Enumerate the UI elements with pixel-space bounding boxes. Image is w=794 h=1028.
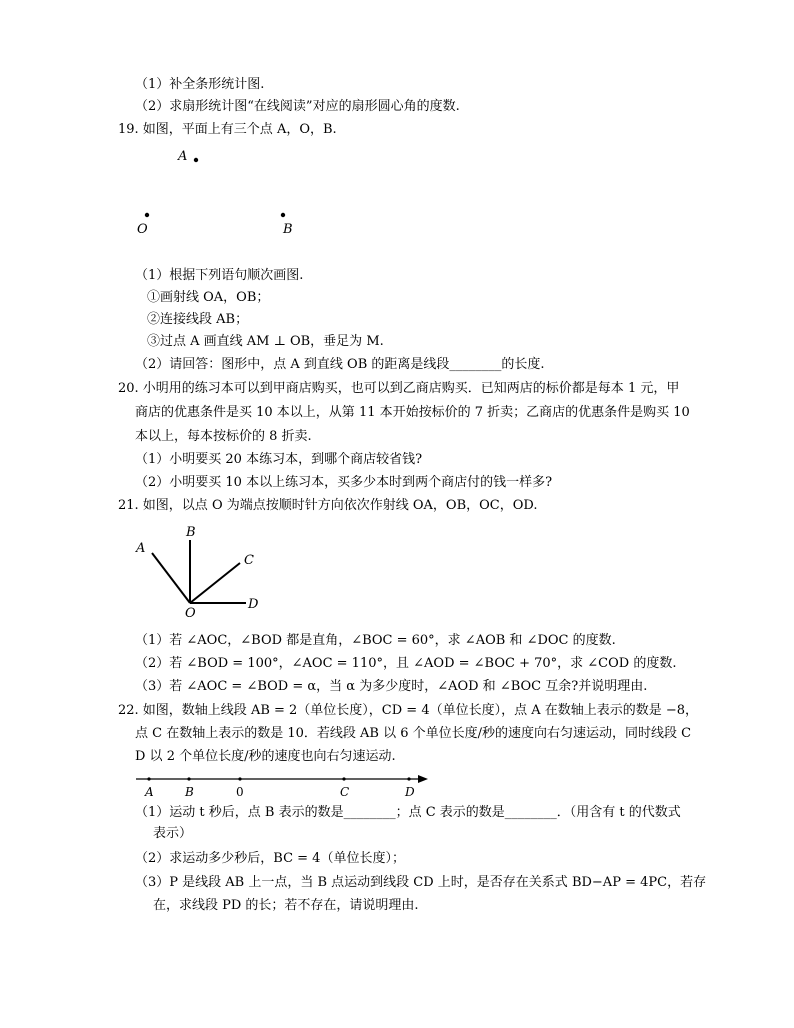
ray-label-c: C (244, 553, 254, 568)
q20-line1: 20. 小明用的练习本可以到甲商店购买，也可以到乙商店购买．已知两店的标价都是每本 1 元，甲 (118, 381, 680, 396)
q22-sub3a: （3）P 是线段 AB 上一点，当 B 点运动到线段 CD 上时，是否存在关系式 BD−AP = 4PC，若存 (135, 875, 707, 890)
point-a-label: A (178, 149, 188, 164)
q22-sub2: （2）求运动多少秒后，BC = 4（单位长度）； (135, 851, 405, 866)
q22-line2: 点 C 在数轴上表示的数是 10．若线段 AB 以 6 个单位长度/秒的速度向右匀速运动，同时线段 C (135, 726, 692, 741)
point-o-label: O (137, 222, 148, 237)
q18-sub2: （2）求扇形统计图“在线阅读”对应的扇形圆心角的度数. (135, 99, 460, 114)
q18-sub1: （1）补全条形统计图. (135, 77, 265, 92)
axis-point-c (342, 777, 345, 780)
axis-point-b (187, 777, 190, 780)
axis-point-d (407, 777, 410, 780)
axis-label-c: C (340, 785, 350, 799)
q20-sub1: （1）小明要买 20 本练习本，到哪个商店较省钱? (135, 452, 423, 467)
q20-sub2: （2）小明要买 10 本以上练习本，买多少本时到两个商店付的钱一样多? (135, 475, 553, 490)
q22-sub1a: （1）运动 t 秒后，点 B 表示的数是________；点 C 表示的数是________．（用含有 t 的代数式 (135, 805, 681, 820)
q21-sub3: （3）若 ∠AOC = ∠BOD = α，当 α 为多少度时，∠AOD 和 ∠BOC 互余?并说明理由. (135, 679, 648, 694)
q19-sub2: （2）请回答：图形中，点 A 到直线 OB 的距离是线段________的长度. (135, 357, 545, 372)
q21-sub2: （2）若 ∠BOD = 100°，∠AOC = 110°，且 ∠AOD = ∠BOC + 70°，求 ∠COD 的度数. (135, 656, 677, 671)
axis-label-a: A (145, 785, 154, 799)
ray-label-o: O (185, 606, 196, 621)
q22-sub3b: 在，求线段 PD 的长；若不存在，请说明理由. (153, 898, 419, 913)
axis-point-a (147, 777, 150, 780)
q22-line3: D 以 2 个单位长度/秒的速度也向右匀速运动. (135, 749, 396, 764)
ray-label-b: B (186, 525, 196, 540)
ray-label-d: D (248, 597, 259, 612)
q21-stem: 21. 如图，以点 O 为端点按顺时针方向依次作射线 OA，OB，OC，OD. (118, 498, 538, 513)
q19-stem: 19. 如图，平面上有三个点 A，O，B. (118, 122, 337, 137)
q21-sub1: （1）若 ∠AOC，∠BOD 都是直角，∠BOC = 60°，求 ∠AOB 和 ∠DOC 的度数. (135, 633, 616, 648)
q22-sub1b: 表示） (153, 826, 193, 841)
q22-line1: 22. 如图，数轴上线段 AB = 2（单位长度），CD = 4（单位长度），点 A 在数轴上表示的数是 −8， (118, 703, 699, 718)
q19-step3: ③过点 A 画直线 AM ⊥ OB，垂足为 M. (147, 334, 384, 349)
axis-label-zero: 0 (236, 785, 244, 799)
q20-line2: 商店的优惠条件是买 10 本以上，从第 11 本开始按标价的 7 折卖；乙商店的优惠条件是购买 10 (135, 405, 690, 420)
axis-label-d: D (405, 785, 415, 799)
q19-step2: ②连接线段 AB； (147, 312, 249, 327)
q19-step1: ①画射线 OA，OB； (147, 290, 270, 305)
q20-line3: 本以上，每本按标价的 8 折卖. (135, 429, 312, 444)
axis-label-b: B (185, 785, 194, 799)
axis-point-zero (238, 777, 241, 780)
axis-arrow (418, 775, 428, 783)
point-b-label: B (283, 222, 293, 237)
q19-sub1: （1）根据下列语句顺次画图. (135, 268, 304, 283)
ray-label-a: A (136, 541, 146, 556)
